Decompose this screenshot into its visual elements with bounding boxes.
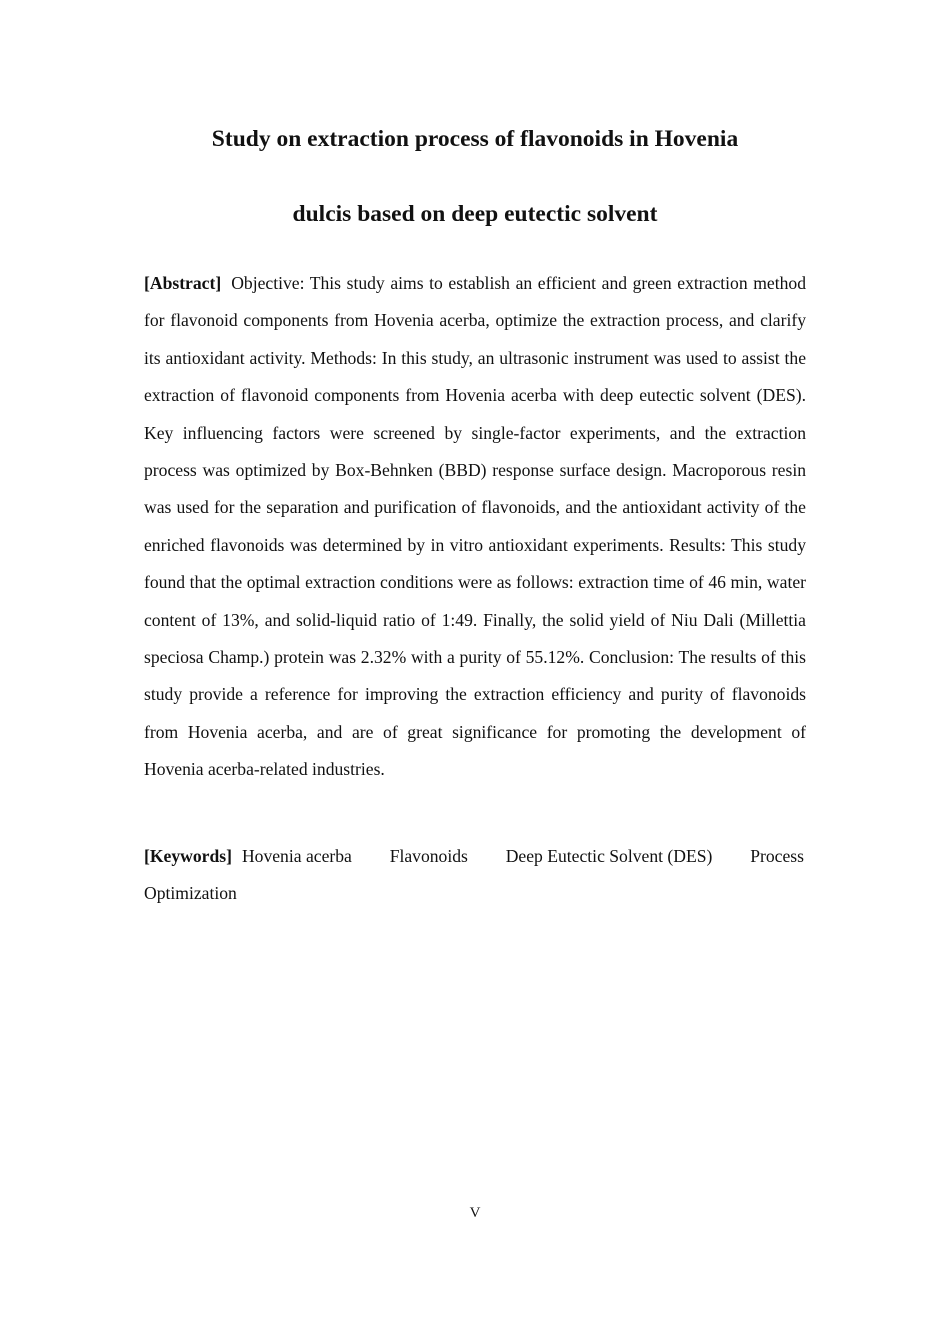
abstract-paragraph (144, 265, 806, 789)
keywords-section (144, 838, 806, 913)
keywords-label-group (144, 838, 352, 875)
keywords-row (144, 838, 804, 875)
keywords-label: [Keywords] (144, 846, 232, 866)
keyword-continuation: Optimization (144, 883, 237, 904)
abstract-text: Objective: This study aims to establish an efficient and green extraction method for flavonoid components from Hovenia acerba, optimize the extraction process, and clarify its antioxidant activity. Methods: In this study, an ultrasonic instrument was used to assist the extraction of flavonoid components from Hovenia acerba with deep eutectic solvent (DES). Key influencing factors were screened by single-factor experiments, and the extraction process was optimized by Box-Behnken (BBD) response surface design. Macroporous resin was used for the separation and purification of flavonoids, and the antioxidant activity of the enriched flavonoids was determined by in vitro antioxidant experiments. Results: This study found that the optimal extraction conditions were as follows: extraction time of 46 min, water content of 13%, and solid-liquid ratio of 1:49. Finally, the solid yield of Niu Dali (Millettia speciosa Champ.) protein was 2.32% with a purity of 55.12%. Conclusion: The results of this study provide a reference for improving the extraction efficiency and purity of flavonoids from Hovenia acerba, and are of great significance for promoting the development of Hovenia acerba-related industries. (144, 273, 806, 780)
paper-title-line-1: Study on extraction process of flavonoids in Hovenia (211, 126, 739, 152)
paper-title-line-2: dulcis based on deep eutectic solvent (292, 201, 658, 227)
keyword-item: Process (750, 846, 804, 866)
keyword-item: Deep Eutectic Solvent (DES) (505, 846, 713, 866)
page-number: V (469, 1205, 481, 1221)
abstract-label: [Abstract] (144, 273, 222, 293)
keyword-item: Hovenia acerba (241, 846, 352, 866)
keyword-item: Flavonoids (389, 846, 468, 866)
